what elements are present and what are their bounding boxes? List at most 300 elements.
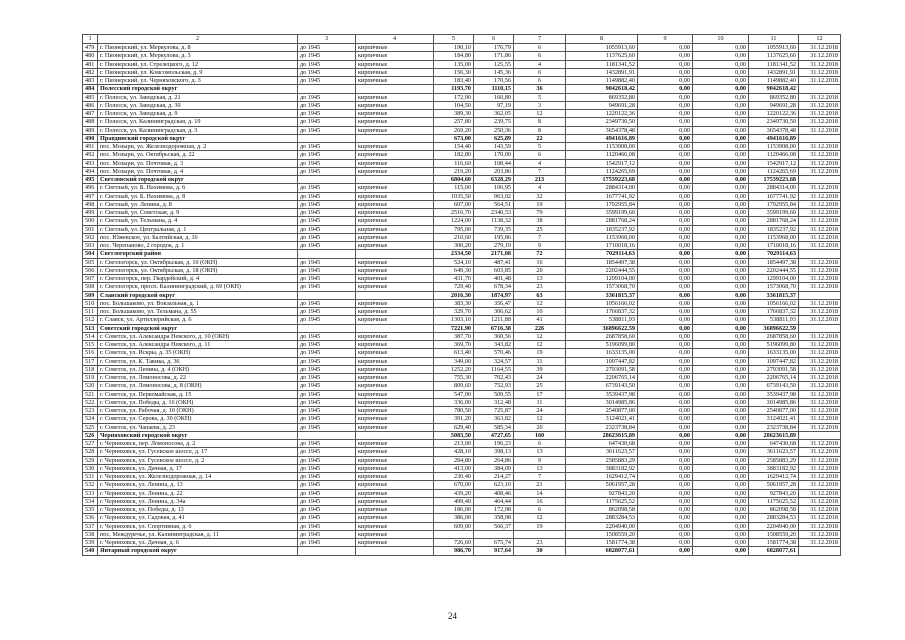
table-cell bbox=[799, 431, 841, 439]
table-row bbox=[83, 464, 841, 472]
table-cell: 32 bbox=[514, 192, 566, 200]
table-cell: 4941616,89 bbox=[566, 134, 638, 142]
table-cell: 1710018,16 bbox=[566, 242, 638, 250]
table-cell: 391,20 bbox=[434, 415, 474, 423]
table-cell: 0,00 bbox=[638, 217, 693, 225]
table-cell: кирпичные bbox=[356, 374, 434, 382]
table-cell: 38 bbox=[514, 217, 566, 225]
table-cell: 0,00 bbox=[638, 415, 693, 423]
table-cell: 522 bbox=[83, 398, 98, 406]
table-cell: 0,00 bbox=[693, 407, 749, 415]
table-cell: кирпичные bbox=[356, 308, 434, 316]
table-cell: 506 bbox=[83, 266, 98, 274]
table-cell: 0,00 bbox=[693, 192, 749, 200]
table-cell: 538811,93 bbox=[749, 316, 799, 324]
table-cell: 1181341,52 bbox=[749, 60, 799, 68]
table-cell: 1220122,36 bbox=[566, 110, 638, 118]
table-cell: 607,00 bbox=[434, 200, 474, 208]
table-cell: 31.12.2018 bbox=[799, 110, 841, 118]
table-cell: 2334,50 bbox=[434, 250, 474, 258]
table-cell: 482 bbox=[83, 68, 98, 76]
table-cell: 13 bbox=[514, 275, 566, 283]
table-cell: 300,20 bbox=[434, 242, 474, 250]
table-cell: г. Советск, ул. Ломоносова, д. 22 bbox=[98, 374, 298, 382]
table-cell: 0,00 bbox=[638, 481, 693, 489]
table-cell: 1224,00 bbox=[434, 217, 474, 225]
table-cell: 1055913,60 bbox=[749, 44, 799, 52]
table-cell: 1792955,84 bbox=[749, 200, 799, 208]
table-cell: 3599199,60 bbox=[749, 209, 799, 217]
table-cell: до 1945 bbox=[298, 407, 356, 415]
table-cell: 0,00 bbox=[638, 291, 693, 299]
table-cell: 0,00 bbox=[693, 167, 749, 175]
table-cell: до 1945 bbox=[298, 143, 356, 151]
table-cell: 1056166,02 bbox=[749, 299, 799, 307]
table-cell: г. Полесск, ул. Калининградская, д. 19 bbox=[98, 118, 298, 126]
table-cell: 196,23 bbox=[474, 440, 514, 448]
table-cell: 28623615,89 bbox=[749, 431, 799, 439]
table-cell: 31.12.2018 bbox=[799, 52, 841, 60]
table-cell: до 1945 bbox=[298, 258, 356, 266]
table-cell: кирпичные bbox=[356, 539, 434, 547]
table-cell: 31.12.2018 bbox=[799, 60, 841, 68]
table-cell: 219,20 bbox=[434, 167, 474, 175]
table-cell: 4 bbox=[514, 184, 566, 192]
table-cell: 3599199,60 bbox=[566, 209, 638, 217]
table-row bbox=[83, 275, 841, 283]
table-cell: 0,00 bbox=[638, 266, 693, 274]
table-cell: 6716,38 bbox=[474, 324, 514, 332]
table-cell: 36896622,59 bbox=[749, 324, 799, 332]
table-cell: 3539437,98 bbox=[749, 390, 799, 398]
table-cell: 336,00 bbox=[434, 398, 474, 406]
table-cell: 31.12.2018 bbox=[799, 167, 841, 175]
table-cell: г. Пионерский, ул. Комсомольская, д. 9 bbox=[98, 68, 298, 76]
table-cell: 125,55 bbox=[474, 60, 514, 68]
table-cell: 1629412,74 bbox=[566, 473, 638, 481]
table-cell: 2016,30 bbox=[434, 291, 474, 299]
table-cell: 0,00 bbox=[693, 423, 749, 431]
table-cell: 0,00 bbox=[638, 192, 693, 200]
table-cell: 535 bbox=[83, 506, 98, 514]
table-cell: 490 bbox=[83, 134, 98, 142]
table-cell: 0,00 bbox=[638, 539, 693, 547]
table-cell: г. Черняховск, ул. Гусевское шоссе, д. 2 bbox=[98, 456, 298, 464]
table-cell: 1035,50 bbox=[434, 192, 474, 200]
table-cell: 1149882,40 bbox=[566, 77, 638, 85]
table-cell: 31.12.2018 bbox=[799, 514, 841, 522]
table-cell: 6804,60 bbox=[434, 176, 474, 184]
table-cell: 0,00 bbox=[693, 299, 749, 307]
table-cell: до 1945 bbox=[298, 118, 356, 126]
table-cell: 0,00 bbox=[693, 324, 749, 332]
table-cell: г. Полесск, ул. Заводская, д. 9 bbox=[98, 110, 298, 118]
table-cell: 2349730,50 bbox=[749, 118, 799, 126]
table-cell: 509 bbox=[83, 291, 98, 299]
table-cell: 492 bbox=[83, 151, 98, 159]
table-cell: 0,00 bbox=[693, 283, 749, 291]
table-cell: 324,57 bbox=[474, 357, 514, 365]
table-cell: 0,00 bbox=[693, 440, 749, 448]
table-cell: 0,00 bbox=[638, 530, 693, 538]
table-cell: 14 bbox=[514, 489, 566, 497]
table-cell: 428,10 bbox=[434, 448, 474, 456]
table-cell: 2206765,14 bbox=[566, 374, 638, 382]
table-cell bbox=[356, 431, 434, 439]
table-cell: до 1945 bbox=[298, 365, 356, 373]
table-cell: 2340,53 bbox=[474, 209, 514, 217]
table-cell: кирпичные bbox=[356, 489, 434, 497]
table-cell: кирпичные bbox=[356, 225, 434, 233]
table-cell: 795,00 bbox=[434, 225, 474, 233]
table-cell: 509,55 bbox=[474, 390, 514, 398]
table-cell: 12 bbox=[514, 332, 566, 340]
table-cell: кирпичные bbox=[356, 497, 434, 505]
table-row bbox=[83, 423, 841, 431]
table-cell: до 1945 bbox=[298, 275, 356, 283]
table-row bbox=[83, 225, 841, 233]
table-cell: 917,64 bbox=[474, 547, 514, 555]
table-cell: г. Черняховск, ул. Гусевское шоссе, д. 17 bbox=[98, 448, 298, 456]
table-cell: 0,00 bbox=[638, 316, 693, 324]
table-cell: 31.12.2018 bbox=[799, 184, 841, 192]
table-cell: кирпичные bbox=[356, 522, 434, 530]
table-row bbox=[83, 283, 841, 291]
table-cell: кирпичные bbox=[356, 423, 434, 431]
table-cell: 502 bbox=[83, 233, 98, 241]
table-cell: 23 bbox=[514, 283, 566, 291]
table-row bbox=[83, 448, 841, 456]
table-cell: 1677741,92 bbox=[749, 192, 799, 200]
table-cell: 431,70 bbox=[434, 275, 474, 283]
table-row bbox=[83, 143, 841, 151]
table-cell: 2206765,14 bbox=[749, 374, 799, 382]
table-cell: 513 bbox=[83, 324, 98, 332]
table-cell: 36 bbox=[514, 85, 566, 93]
table-cell: 515 bbox=[83, 341, 98, 349]
table-cell: 494 bbox=[83, 167, 98, 175]
table-cell: 4727,65 bbox=[474, 431, 514, 439]
table-cell: 0,00 bbox=[693, 456, 749, 464]
table-cell: кирпичные bbox=[356, 77, 434, 85]
table-cell: 1149882,40 bbox=[749, 77, 799, 85]
table-cell: г. Черняховск, ул. Дачная, д. 17 bbox=[98, 464, 298, 472]
table-cell: 1137625,60 bbox=[749, 52, 799, 60]
table-cell: 9042618,42 bbox=[566, 85, 638, 93]
table-cell: 3611623,57 bbox=[566, 448, 638, 456]
table-cell: кирпичные bbox=[356, 448, 434, 456]
table-cell: 752,93 bbox=[474, 382, 514, 390]
subtotal-row bbox=[83, 250, 841, 258]
table-row bbox=[83, 489, 841, 497]
table-cell: до 1945 bbox=[298, 415, 356, 423]
table-cell: 116,60 bbox=[434, 159, 474, 167]
table-cell: 489 bbox=[83, 126, 98, 134]
table-row bbox=[83, 242, 841, 250]
table-cell: 250,36 bbox=[474, 126, 514, 134]
table-cell: г. Светлогорск, ул. Октябрьская, д. 10 (ОКН) bbox=[98, 258, 298, 266]
table-cell: 1629412,74 bbox=[749, 473, 799, 481]
table-cell: кирпичные bbox=[356, 316, 434, 324]
table-cell: 500 bbox=[83, 217, 98, 225]
table-cell: до 1945 bbox=[298, 159, 356, 167]
table-row bbox=[83, 357, 841, 365]
table-cell: Правдинский городской округ bbox=[98, 134, 298, 142]
table-cell: г. Пионерский, ул. Меркулова, д. 3 bbox=[98, 52, 298, 60]
subtotal-row bbox=[83, 431, 841, 439]
table-cell: 195,86 bbox=[474, 233, 514, 241]
table-cell: 484 bbox=[83, 85, 98, 93]
table-cell: 12 bbox=[514, 110, 566, 118]
table-cell: 2349730,50 bbox=[566, 118, 638, 126]
table-cell: 172,98 bbox=[474, 506, 514, 514]
table-cell: кирпичные bbox=[356, 184, 434, 192]
table-cell: 210,60 bbox=[434, 233, 474, 241]
table-cell: 0,00 bbox=[693, 489, 749, 497]
table-cell: 0,00 bbox=[638, 52, 693, 60]
table-cell bbox=[799, 291, 841, 299]
table-cell: пос. Междуречье, ул. Калининградская, д. 11 bbox=[98, 530, 298, 538]
table-cell: 862098,58 bbox=[749, 506, 799, 514]
subtotal-row bbox=[83, 291, 841, 299]
table-cell: 0,00 bbox=[638, 423, 693, 431]
table-cell: 6 bbox=[514, 77, 566, 85]
table-cell: до 1945 bbox=[298, 473, 356, 481]
table-cell: 226 bbox=[514, 324, 566, 332]
table-cell: 1211,88 bbox=[474, 316, 514, 324]
table-cell: 1120466,08 bbox=[749, 151, 799, 159]
table-cell: 2883284,53 bbox=[566, 514, 638, 522]
table-cell: 10 bbox=[514, 308, 566, 316]
table-cell: 343,82 bbox=[474, 341, 514, 349]
table-cell: 1164,55 bbox=[474, 365, 514, 373]
table-row bbox=[83, 217, 841, 225]
table-cell: 6 bbox=[514, 68, 566, 76]
table-cell: до 1945 bbox=[298, 357, 356, 365]
table-cell: 12 bbox=[514, 514, 566, 522]
table-cell: 0,00 bbox=[693, 275, 749, 283]
table-cell: 182,80 bbox=[434, 151, 474, 159]
table-cell: до 1945 bbox=[298, 539, 356, 547]
table-cell: 349,00 bbox=[434, 357, 474, 365]
table-cell: 31.12.2018 bbox=[799, 456, 841, 464]
table-cell: 566,37 bbox=[474, 522, 514, 530]
table-cell: 20 bbox=[514, 423, 566, 431]
table-cell: г. Черняховск, ул. Дачная, д. 6 bbox=[98, 539, 298, 547]
table-cell: 31.12.2018 bbox=[799, 93, 841, 101]
table-cell: 809,60 bbox=[434, 382, 474, 390]
table-cell: 507 bbox=[83, 275, 98, 283]
table-cell: 503 bbox=[83, 242, 98, 250]
table-cell: 0,00 bbox=[693, 415, 749, 423]
table-cell: г. Черняховск, ул. Победы, д. 13 bbox=[98, 506, 298, 514]
table-cell: 0,00 bbox=[638, 473, 693, 481]
column-number-10: 10 bbox=[693, 35, 749, 44]
table-cell: 31.12.2018 bbox=[799, 275, 841, 283]
table-row bbox=[83, 110, 841, 118]
table-cell bbox=[356, 291, 434, 299]
table-cell: до 1945 bbox=[298, 60, 356, 68]
table-row bbox=[83, 233, 841, 241]
table-cell: 3 bbox=[514, 101, 566, 109]
table-cell: 702,43 bbox=[474, 374, 514, 382]
table-cell: 3361815,37 bbox=[749, 291, 799, 299]
table-cell: г. Советск, ул. Ломоносова, д. 8 (ОКН) bbox=[98, 382, 298, 390]
table-cell: 203,86 bbox=[474, 167, 514, 175]
table-cell: 0,00 bbox=[638, 143, 693, 151]
table-cell: 3124021,41 bbox=[566, 415, 638, 423]
table-cell: до 1945 bbox=[298, 101, 356, 109]
table-cell: кирпичные bbox=[356, 258, 434, 266]
table-cell: 8 bbox=[514, 126, 566, 134]
table-cell bbox=[298, 134, 356, 142]
column-number-6: 6 bbox=[474, 35, 514, 44]
table-cell: 97,19 bbox=[474, 101, 514, 109]
table-cell: пос. Южевское, ул. Балтийская, д. 16 bbox=[98, 233, 298, 241]
register-table bbox=[82, 34, 841, 556]
table-cell: 329,70 bbox=[434, 308, 474, 316]
table-cell: 0,00 bbox=[638, 200, 693, 208]
table-cell: 1153908,00 bbox=[566, 143, 638, 151]
table-cell: 729,40 bbox=[434, 283, 474, 291]
table-cell: г. Полесск, ул. Заводская, д. 30 bbox=[98, 101, 298, 109]
table-cell: 5083,50 bbox=[434, 431, 474, 439]
table-cell: 678,34 bbox=[474, 283, 514, 291]
table-cell: 536 bbox=[83, 514, 98, 522]
table-cell: 564,51 bbox=[474, 200, 514, 208]
table-cell: 31.12.2018 bbox=[799, 497, 841, 505]
table-cell: 526 bbox=[83, 431, 98, 439]
table-cell: 135,00 bbox=[434, 60, 474, 68]
table-cell: 13 bbox=[514, 448, 566, 456]
table-cell: 504 bbox=[83, 250, 98, 258]
table-cell: 480 bbox=[83, 52, 98, 60]
table-cell: кирпичные bbox=[356, 68, 434, 76]
table-cell: 0,00 bbox=[638, 299, 693, 307]
table-cell: 7 bbox=[514, 473, 566, 481]
table-row bbox=[83, 398, 841, 406]
table-cell: 1792955,84 bbox=[566, 200, 638, 208]
table-row bbox=[83, 192, 841, 200]
table-cell: 505 bbox=[83, 258, 98, 266]
table-cell: 538 bbox=[83, 530, 98, 538]
table-cell: 673,00 bbox=[434, 134, 474, 142]
table-cell: 0,00 bbox=[638, 209, 693, 217]
table-cell: 31.12.2018 bbox=[799, 101, 841, 109]
table-cell: 491 bbox=[83, 143, 98, 151]
table-cell: 0,00 bbox=[638, 167, 693, 175]
table-cell: 1124265,69 bbox=[749, 167, 799, 175]
table-cell: 1766837,32 bbox=[566, 308, 638, 316]
table-cell: кирпичные bbox=[356, 266, 434, 274]
table-cell: 264,86 bbox=[474, 456, 514, 464]
table-cell: 19 bbox=[514, 349, 566, 357]
table-cell: 31.12.2018 bbox=[799, 390, 841, 398]
table-cell bbox=[356, 324, 434, 332]
table-row bbox=[83, 118, 841, 126]
table-cell: 2202444,55 bbox=[566, 266, 638, 274]
table-cell: 670,00 bbox=[434, 481, 474, 489]
table-row bbox=[83, 101, 841, 109]
table-row bbox=[83, 415, 841, 423]
table-cell: 369,70 bbox=[434, 341, 474, 349]
table-cell: кирпичные bbox=[356, 357, 434, 365]
table-cell: г. Черняховск, пер. Ломоносова, д. 2 bbox=[98, 440, 298, 448]
table-cell: до 1945 bbox=[298, 308, 356, 316]
table-cell: 1137625,60 bbox=[566, 52, 638, 60]
table-cell: 524 bbox=[83, 415, 98, 423]
table-cell: до 1945 bbox=[298, 374, 356, 382]
table-cell: 495 bbox=[83, 176, 98, 184]
table-cell: 0,00 bbox=[638, 101, 693, 109]
table-row bbox=[83, 349, 841, 357]
table-cell: 183,40 bbox=[434, 77, 474, 85]
table-cell: 31.12.2018 bbox=[799, 440, 841, 448]
table-cell: 1677741,92 bbox=[566, 192, 638, 200]
table-cell: 12 bbox=[514, 415, 566, 423]
table-cell: 528 bbox=[83, 448, 98, 456]
table-cell: 0,00 bbox=[693, 151, 749, 159]
table-cell: г. Славск, ул. Артиллерийская, д. 6 bbox=[98, 316, 298, 324]
table-cell: до 1945 bbox=[298, 283, 356, 291]
table-cell: 508 bbox=[83, 283, 98, 291]
table-cell: 0,00 bbox=[638, 349, 693, 357]
table-cell: 5061957,28 bbox=[749, 481, 799, 489]
table-cell: г. Светлый, ул. Б. Нахимова, д. 8 bbox=[98, 192, 298, 200]
table-cell: 31.12.2018 bbox=[799, 258, 841, 266]
table-cell: 360,56 bbox=[474, 332, 514, 340]
table-cell: 497 bbox=[83, 192, 98, 200]
table-cell: 11 bbox=[514, 357, 566, 365]
table-cell: 516 bbox=[83, 349, 98, 357]
table-cell: 623,10 bbox=[474, 481, 514, 489]
table-cell: Янтарный городской округ bbox=[98, 547, 298, 555]
table-row bbox=[83, 332, 841, 340]
table-cell: г. Полесск, ул. Заводская, д. 21 bbox=[98, 93, 298, 101]
table-cell: 0,00 bbox=[693, 217, 749, 225]
table-cell: 1542917,12 bbox=[749, 159, 799, 167]
table-cell: 17539223,68 bbox=[566, 176, 638, 184]
table-cell: кирпичные bbox=[356, 151, 434, 159]
table-cell: кирпичные bbox=[356, 110, 434, 118]
table-cell: до 1945 bbox=[298, 423, 356, 431]
subtotal-row bbox=[83, 324, 841, 332]
table-cell: 517 bbox=[83, 357, 98, 365]
table-row bbox=[83, 60, 841, 68]
table-cell: 8 bbox=[514, 118, 566, 126]
column-number-8: 8 bbox=[566, 35, 638, 44]
table-cell bbox=[298, 547, 356, 555]
table-cell bbox=[298, 250, 356, 258]
table-cell: 0,00 bbox=[638, 514, 693, 522]
table-cell: 488 bbox=[83, 118, 98, 126]
table-cell: 3361815,37 bbox=[566, 291, 638, 299]
table-cell: 31.12.2018 bbox=[799, 365, 841, 373]
table-cell: 496 bbox=[83, 184, 98, 192]
table-cell: 154,40 bbox=[434, 143, 474, 151]
table-cell: 510 bbox=[83, 299, 98, 307]
table-cell: до 1945 bbox=[298, 514, 356, 522]
table-cell: 725,87 bbox=[474, 407, 514, 415]
table-cell: кирпичные bbox=[356, 341, 434, 349]
table-cell: кирпичные bbox=[356, 473, 434, 481]
table-cell: 493 bbox=[83, 159, 98, 167]
table-cell: 0,00 bbox=[638, 390, 693, 398]
table-cell: г. Светлый, ул. Б. Нахимова, д. 6 bbox=[98, 184, 298, 192]
table-cell: 0,00 bbox=[638, 407, 693, 415]
column-number-12: 12 bbox=[799, 35, 841, 44]
table-cell: 239,75 bbox=[474, 118, 514, 126]
